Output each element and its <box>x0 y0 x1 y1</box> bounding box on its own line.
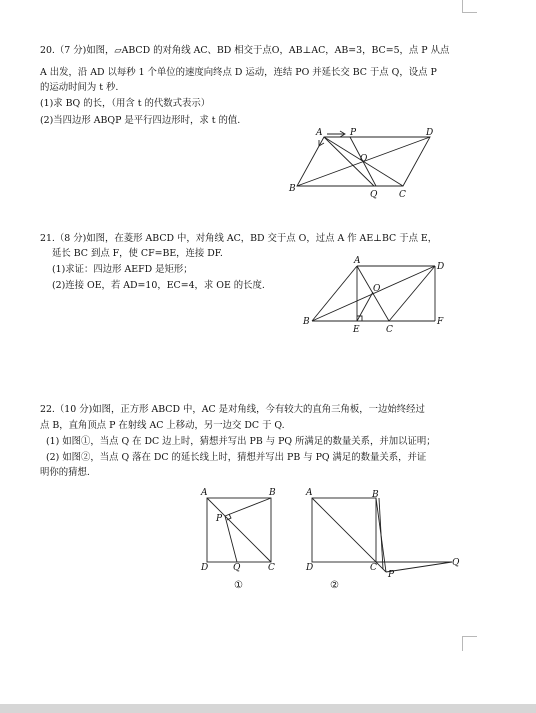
label-d: D <box>426 128 434 138</box>
label-a: A <box>354 256 361 266</box>
label-o: O <box>373 284 381 294</box>
label-p: P <box>216 514 223 524</box>
label-q: Q <box>452 558 460 568</box>
problem-21-line-3: (1)求证：四边形 AEFD 是矩形； <box>52 264 193 275</box>
problem-22-line-2: 点 B，直角顶点 P 在射线 AC 上移动，另一边交 DC 于 Q. <box>40 420 285 431</box>
label-c: C <box>399 190 406 200</box>
label-b: B <box>289 184 296 194</box>
bottom-scroll-bar[interactable] <box>0 704 536 713</box>
label-a: A <box>201 488 208 498</box>
label-d: D <box>201 563 209 573</box>
problem-22-line-4: (2) 如图②，当点 Q 落在 DC 的延长线上时，猜想并写出 PB 与 PQ 满足的数量关系，并证 <box>46 452 427 463</box>
problem-22-line-3: (1) 如图①，当点 Q 在 DC 边上时，猜想并写出 PB 与 PQ 所满足的数量关系，并加以证明； <box>46 436 436 447</box>
figure-parallelogram-abcd <box>280 125 450 200</box>
label-d: D <box>306 563 314 573</box>
label-b: B <box>303 317 310 327</box>
crop-mark-bottom-right <box>462 636 477 651</box>
label-c: C <box>386 325 393 335</box>
problem-20-line-2: A 出发，沿 AD 以每秒 1 个单位的速度向终点 D 运动，连结 PO 并延长交 BC 于点 Q，设点 P <box>40 67 437 78</box>
problem-20-line-1: 20.（7 分)如图，▱ABCD 的对角线 AC、BD 相交于点O，AB⊥AC，AB=3，BC=5，点 P 从点 <box>40 45 450 56</box>
figure-2-square <box>300 485 470 595</box>
figure-2-caption: ② <box>330 580 339 591</box>
problem-20-line-3: 的运动时间为 t 秒. <box>40 82 119 93</box>
problem-21-line-1: 21.（8 分)如图，在菱形 ABCD 中，对角线 AC，BD 交于点 O，过点 A 作 AE⊥BC 于点 E， <box>40 233 438 244</box>
label-p: P <box>388 570 395 580</box>
problem-21-line-4: (2)连接 OE，若 AD=10，EC=4，求 OE 的长度. <box>52 280 265 291</box>
label-a: A <box>306 488 313 498</box>
label-q: Q <box>370 190 378 200</box>
figure-1-square <box>195 485 285 595</box>
problem-20-line-5: (2)当四边形 ABQP 是平行四边形时，求 t 的值. <box>40 115 241 126</box>
problem-21-line-2: 延长 BC 到点 F，使 CF=BE，连接 DF. <box>52 248 223 259</box>
label-c: C <box>370 563 377 573</box>
problem-22-line-1: 22.（10 分)如图，正方形 ABCD 中，AC 是对角线，今有较大的直角三角板，一边始终经过 <box>40 404 425 415</box>
figure-1-caption: ① <box>234 580 243 591</box>
label-f: F <box>437 317 444 327</box>
problem-22-line-5: 明你的猜想. <box>40 467 90 478</box>
problem-20-line-4: (1)求 BQ 的长，（用含 t 的代数式表示） <box>40 98 211 109</box>
label-a: A <box>316 128 323 138</box>
figure-rhombus-abcd <box>300 252 460 334</box>
label-q: Q <box>233 563 241 573</box>
label-c: C <box>268 563 275 573</box>
label-p: P <box>350 128 357 138</box>
label-b: B <box>269 488 276 498</box>
label-d: D <box>437 262 445 272</box>
label-b: B <box>372 490 379 500</box>
label-e: E <box>353 325 360 335</box>
label-o: O <box>360 154 368 164</box>
crop-mark-top-right <box>462 0 477 13</box>
